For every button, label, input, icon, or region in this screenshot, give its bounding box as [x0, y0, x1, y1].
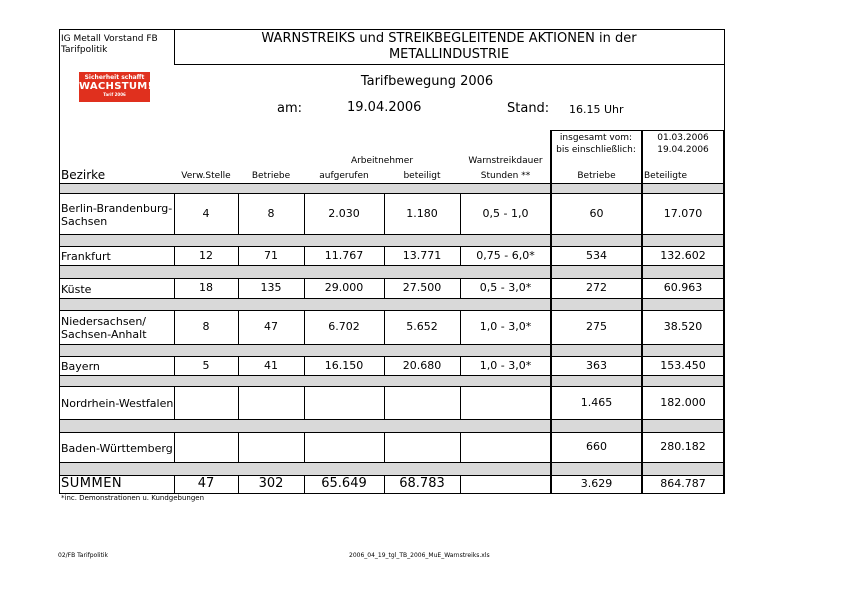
period-box-left [550, 130, 552, 493]
report-subtitle: Tarifbewegung 2006 [360, 74, 494, 89]
cell-total-betriebe: 275 [586, 320, 607, 333]
cell-total-beteiligte: 182.000 [660, 396, 706, 409]
period-box-divider [641, 130, 643, 493]
row-line [59, 183, 725, 184]
column-line [460, 432, 461, 462]
org-name [61, 34, 158, 56]
summen-total-beteiligte: 864.787 [660, 477, 706, 490]
cell-beteiligt: 1.180 [406, 207, 438, 220]
cell-betriebe: 47 [264, 320, 278, 333]
cell-beteiligt: 13.771 [402, 249, 442, 262]
period-box-right [723, 130, 725, 493]
summen-verw: 47 [197, 476, 215, 491]
period-box-top [551, 130, 724, 131]
bezirk-name: Bayern [61, 360, 100, 373]
am-label: am: [277, 101, 303, 116]
cell-beteiligt: 5.652 [406, 320, 438, 333]
separator-band [60, 462, 724, 475]
campaign-logo [79, 72, 153, 102]
title-line-1: WARNSTREIKS und STREIKBEGLEITENDE AKTIONEN in der [261, 31, 637, 46]
row-line [59, 462, 725, 463]
column-line [460, 475, 461, 493]
separator-band [60, 234, 724, 246]
org-line-2: Tarifpolitik [61, 45, 108, 55]
cell-total-beteiligte: 17.070 [663, 207, 703, 220]
period-label [551, 132, 641, 156]
header-bezirke: Bezirke [61, 168, 106, 182]
cell-betriebe: 41 [264, 359, 278, 372]
cell-betriebe: 71 [264, 249, 278, 262]
frame-top [59, 29, 725, 30]
header-aufgerufen: aufgerufen [319, 171, 369, 181]
separator-band [60, 183, 724, 193]
cell-aufgerufen: 6.702 [328, 320, 360, 333]
cell-dauer: 0,5 - 1,0 [482, 207, 529, 220]
period-date-to: 19.04.2006 [657, 145, 709, 155]
cell-total-betriebe: 1.465 [580, 396, 613, 409]
row-line [59, 432, 725, 433]
cell-dauer: 0,5 - 3,0* [479, 281, 532, 294]
row-line [59, 193, 725, 194]
column-line [238, 432, 239, 462]
row-line [59, 298, 725, 299]
column-line [384, 386, 385, 419]
cell-total-betriebe: 363 [586, 359, 607, 372]
report-title [174, 31, 724, 63]
cell-betriebe: 8 [267, 207, 275, 220]
header-divider [174, 29, 175, 65]
footnote: *inc. Demonstrationen u. Kundgebungen [61, 494, 205, 502]
cell-verw: 8 [202, 320, 210, 333]
header-arbeitnehmer: Arbeitnehmer [350, 156, 414, 166]
cell-total-betriebe: 660 [586, 440, 607, 453]
column-line [304, 386, 305, 419]
column-line [238, 386, 239, 419]
summen-aufgerufen: 65.649 [321, 476, 367, 491]
cell-total-beteiligte: 153.450 [660, 359, 706, 372]
cell-aufgerufen: 29.000 [324, 281, 364, 294]
cell-total-betriebe: 534 [586, 249, 607, 262]
cell-total-beteiligte: 280.182 [660, 440, 706, 453]
bezirk-name: Sachsen [61, 215, 108, 228]
cell-betriebe: 135 [260, 281, 282, 294]
cell-total-betriebe: 60 [589, 207, 604, 220]
footer-center: 2006_04_19_tgl_TB_2006_MuE_Warnstreiks.xls [349, 552, 490, 559]
cell-verw: 12 [199, 249, 213, 262]
summen-betriebe: 302 [258, 476, 284, 491]
logo-text-3: Tarif 2006 [103, 92, 126, 97]
period-dates [642, 132, 724, 156]
row-line [59, 310, 725, 311]
header-total-beteiligte: Beteiligte [644, 171, 688, 181]
cell-total-beteiligte: 132.602 [660, 249, 706, 262]
header-beteiligt: beteiligt [403, 171, 441, 181]
separator-band [60, 419, 724, 432]
footer-left: 02/FB Tarifpolitik [58, 552, 109, 559]
separator-band [60, 344, 724, 356]
bezirk-name: Küste [61, 283, 92, 296]
logo-text-2: WACHSTUM! [79, 81, 153, 92]
cell-dauer: 0,75 - 6,0* [476, 249, 535, 262]
cell-total-beteiligte: 38.520 [663, 320, 703, 333]
column-line [384, 432, 385, 462]
header-verw-stelle: Verw.Stelle [181, 171, 231, 181]
column-line [174, 386, 175, 419]
header-betriebe: Betriebe [251, 171, 291, 181]
header-warnstreikdauer: Warnstreikdauer [468, 156, 543, 166]
row-line [59, 246, 725, 247]
summen-total-betriebe: 3.629 [580, 477, 613, 490]
frame-left [59, 29, 60, 494]
row-line [59, 493, 725, 494]
cell-beteiligt: 27.500 [402, 281, 442, 294]
title-line-2: METALLINDUSTRIE [388, 47, 510, 62]
cell-beteiligt: 20.680 [402, 359, 442, 372]
bezirk-name: Niedersachsen/ [61, 315, 146, 328]
row-line [59, 265, 725, 266]
cell-verw: 18 [199, 281, 213, 294]
cell-aufgerufen: 11.767 [324, 249, 364, 262]
cell-verw: 5 [202, 359, 210, 372]
row-line [59, 356, 725, 357]
bezirk-name: Nordrhein-Westfalen [61, 397, 174, 410]
separator-band [60, 375, 724, 386]
stand-label: Stand: [507, 101, 550, 116]
period-label-from: insgesamt vom: [559, 133, 633, 143]
row-line [59, 375, 725, 376]
cell-dauer: 1,0 - 3,0* [479, 320, 532, 333]
column-line [460, 386, 461, 419]
bezirk-name: Sachsen-Anhalt [61, 328, 147, 341]
header-stunden: Stunden ** [480, 171, 531, 181]
stand-time: 16.15 Uhr [569, 103, 624, 116]
bezirk-name: Frankfurt [61, 250, 111, 263]
cell-aufgerufen: 2.030 [328, 207, 360, 220]
summen-beteiligt: 68.783 [399, 476, 445, 491]
row-line [59, 344, 725, 345]
row-line [59, 419, 725, 420]
cell-total-beteiligte: 60.963 [663, 281, 703, 294]
logo-text-1: Sicherheit schafft [84, 74, 145, 81]
cell-verw: 4 [202, 207, 210, 220]
summen-label: SUMMEN [61, 476, 123, 491]
am-date: 19.04.2006 [347, 100, 422, 115]
cell-dauer: 1,0 - 3,0* [479, 359, 532, 372]
column-line [304, 432, 305, 462]
row-line [59, 278, 725, 279]
period-date-from: 01.03.2006 [657, 133, 709, 143]
header-total-betriebe: Betriebe [577, 171, 616, 181]
separator-band [60, 265, 724, 278]
separator-band [60, 298, 724, 310]
cell-aufgerufen: 16.150 [324, 359, 364, 372]
bezirk-name: Baden-Württemberg [61, 442, 173, 455]
org-line-1: IG Metall Vorstand FB [61, 34, 158, 44]
period-label-to: bis einschließlich: [556, 145, 636, 155]
row-line [59, 386, 725, 387]
cell-total-betriebe: 272 [586, 281, 607, 294]
column-line [174, 432, 175, 462]
row-line [59, 234, 725, 235]
title-underline [174, 64, 724, 65]
bezirk-name: Berlin-Brandenburg- [61, 202, 173, 215]
